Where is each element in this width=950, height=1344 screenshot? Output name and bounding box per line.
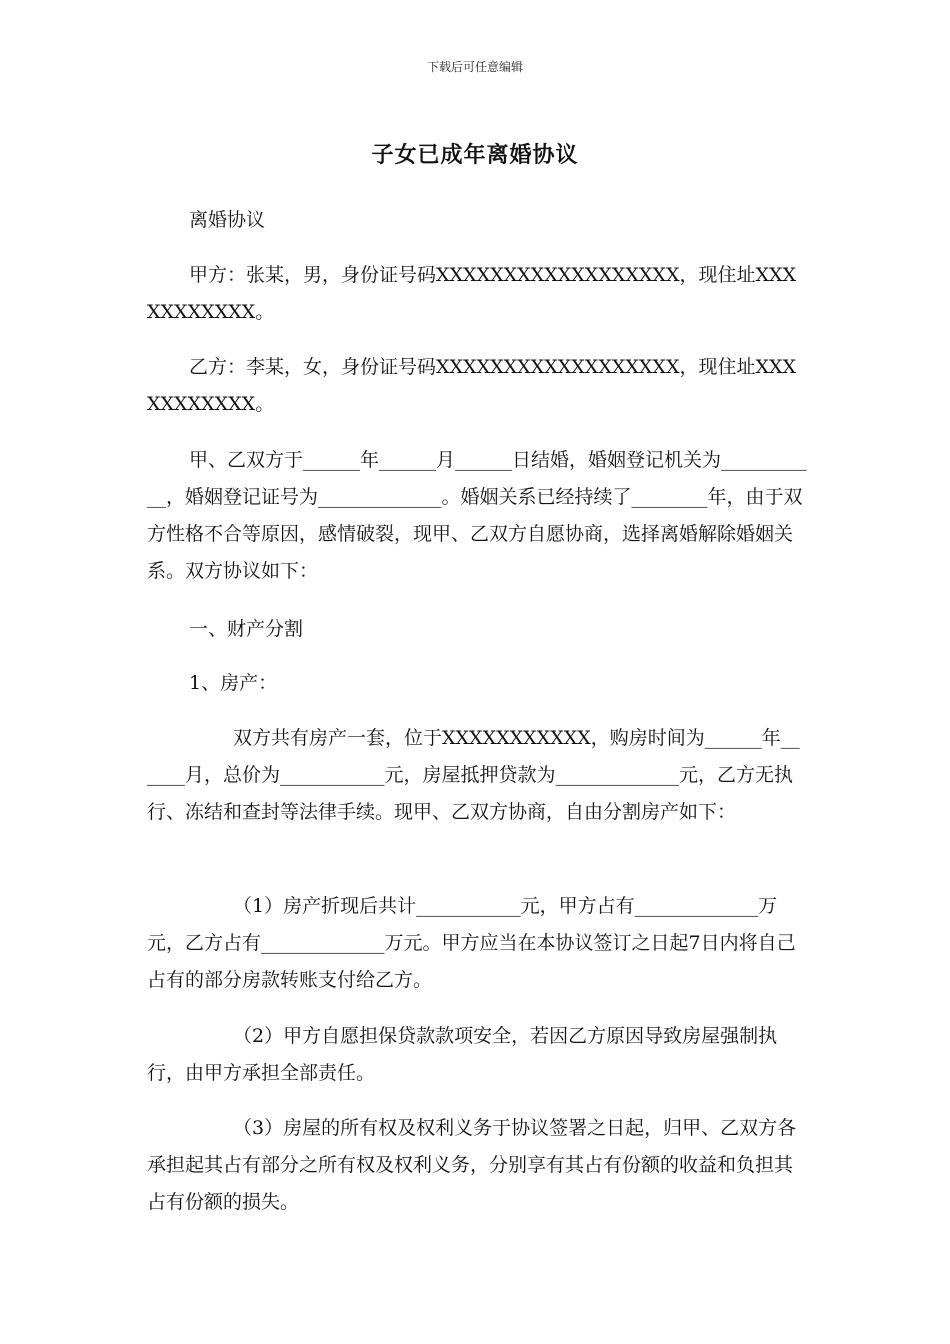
section-property-division: 一、财产分割 [189,618,304,640]
clause-3: （3）房屋的所有权及权利义务于协议签署之日起，归甲、乙双方各承担起其占有部分之所有权及权利义务，分别享有其占有份额的收益和负担其占有份额的损失。 [147,1117,797,1213]
paragraph-party-b: 乙方：李某，女，身份证号码XXXXXXXXXXXXXXXXXX，现住址XXXXXXXXXXX。 [147,356,797,415]
clause-1: （1）房产折现后共计___________元，甲方占有_____________万元，乙方占有_____________万元。甲方应当在本协议签订之日起7日内将自己占有的部分房款转账支付给乙方。 [147,895,796,991]
document-title: 子女已成年离婚协议 [371,143,579,168]
paragraph-heading: 离婚协议 [189,209,266,231]
clause-2: （2）甲方自愿担保贷款款项安全，若因乙方原因导致房屋强制执行，由甲方承担全部责任。 [147,1025,778,1084]
paragraph-party-a: 甲方：张某，男，身份证号码XXXXXXXXXXXXXXXXXX，现住址XXXXXXXXXXX。 [147,264,797,323]
paragraph-marriage: 甲、乙双方于______年______月______日结婚，婚姻登记机关为___________，婚姻登记证号为_____________。婚姻关系已经持续了________年，由于双方性格不合等原因，感情破裂，现甲、乙双方自愿协商，选择离婚解除婚姻关系。双方协议如下： [147,449,807,582]
page-header: 下载后可任意编辑 [426,60,523,74]
paragraph-property-details: 双方共有房产一套，位于XXXXXXXXXXX，购房时间为______年______月，总价为___________元，房屋抵押贷款为_____________元，乙方无执行、冻结和查封等法律手续。现甲、乙双方协商，自由分割房产如下： [147,727,800,823]
subsection-real-estate: 1、房产： [189,672,278,694]
